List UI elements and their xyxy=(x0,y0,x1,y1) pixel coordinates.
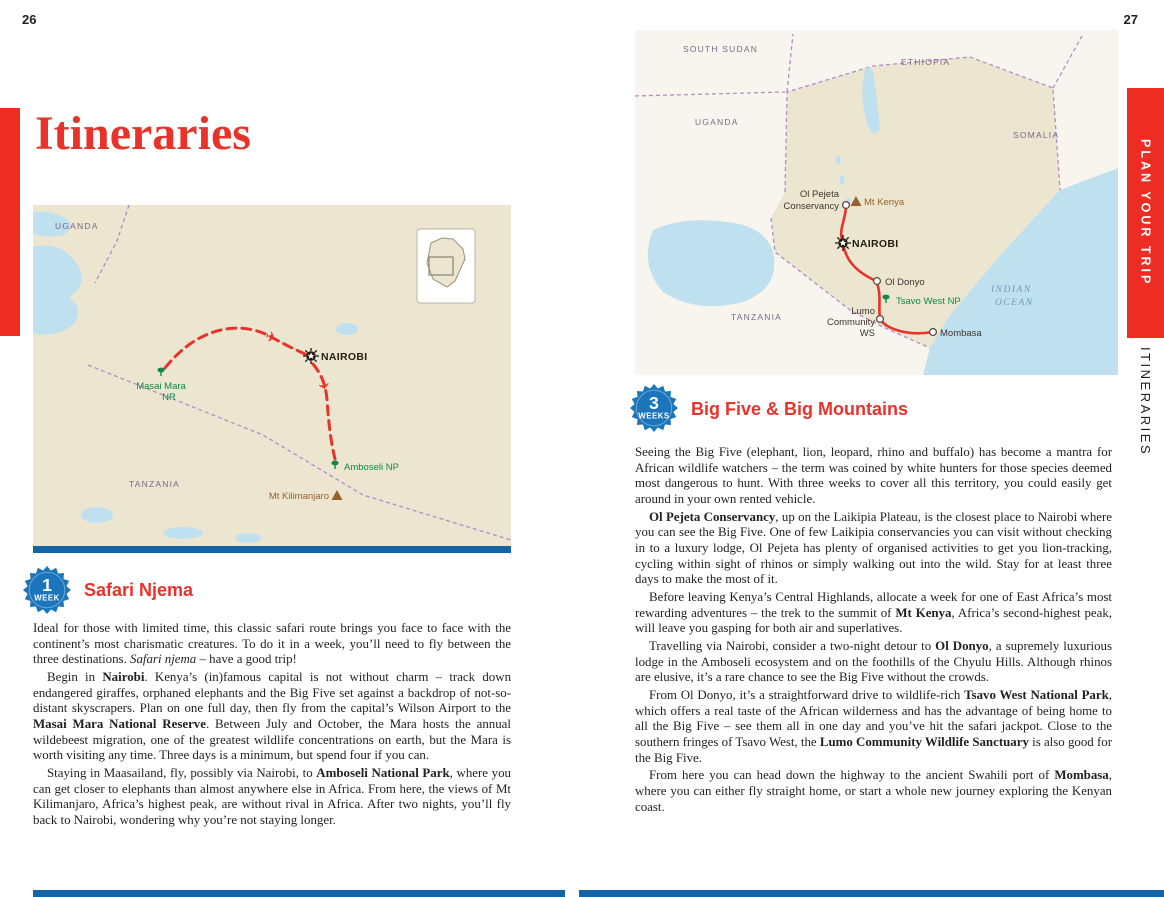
map-label-tanzania: TANZANIA xyxy=(129,479,181,489)
map-divider-bar xyxy=(33,546,511,553)
body-column-right xyxy=(635,445,1112,817)
map-label-nairobi: NAIROBI xyxy=(321,351,368,363)
map-label-mt-kenya: Mt Kenya xyxy=(864,197,905,208)
small-lake xyxy=(336,323,358,335)
rift-lake xyxy=(840,175,845,185)
map-label-somalia: SOMALIA xyxy=(1013,130,1060,140)
paragraph: Ideal for those with limited time, this classic safari route brings you face to face with the continent’s most charismatic creatures. To do it in a week, you’ll need to fly between the three destinations. Safari njema – have a good trip! xyxy=(33,621,511,667)
badge-value: 1 xyxy=(42,575,52,596)
safari-njema-map xyxy=(33,205,511,546)
body-column-left xyxy=(33,621,511,831)
nairobi-capital-icon xyxy=(303,348,319,364)
map-label-mombasa: Mombasa xyxy=(940,328,982,339)
paragraph: Before leaving Kenya’s Central Highlands, allocate a week for one of East Africa’s most rewarding adventures – the trek to the summit of Mt Kenya, Africa’s second-highest peak, will leave you gasping for both air and superlatives. xyxy=(635,590,1112,636)
nairobi-capital-icon xyxy=(835,235,851,251)
inset-locator-map xyxy=(417,229,475,303)
map-label-ol-donyo: Ol Donyo xyxy=(885,277,925,288)
one-week-badge xyxy=(23,566,71,614)
lumo-marker xyxy=(877,316,884,323)
side-tab-chapter-label: ITINERARIES xyxy=(1138,347,1153,457)
map-label-uganda: UGANDA xyxy=(695,117,739,127)
map-label-uganda: UGANDA xyxy=(55,221,99,231)
paragraph: Staying in Maasailand, fly, possibly via Nairobi, to Amboseli National Park, where you can get closer to elephants than almost anywhere else in Africa. From here, the views of Mt Kilimanjaro, Africa’s highest peak, are without rival in Africa. After two nights, you’ll fly back to Nairobi, wondering why you’re not staying longer. xyxy=(33,766,511,828)
map-label-amboseli: Amboseli NP xyxy=(344,462,399,473)
side-tab-section-label: PLAN YOUR TRIP xyxy=(1138,139,1153,287)
small-lake xyxy=(235,533,261,543)
badge-unit: WEEKS xyxy=(638,411,670,421)
ol-donyo-marker xyxy=(874,278,881,285)
badge-value: 3 xyxy=(649,393,659,414)
small-lake xyxy=(163,527,203,539)
ol-pejeta-marker xyxy=(843,202,850,209)
page-title: Itineraries xyxy=(35,107,251,160)
paragraph: Travelling via Nairobi, consider a two-night detour to Ol Donyo, a supremely luxurious lodge in the Amboseli ecosystem and on the foothills of the Chyulu Hills. Although rhinos are elusive, it’s a rare chance to see the Big Five without the crowds. xyxy=(635,639,1112,685)
map-label-ethiopia: ETHIOPIA xyxy=(901,57,951,67)
map-label-nairobi: NAIROBI xyxy=(852,238,899,250)
map-label-tsavo-west: Tsavo West NP xyxy=(896,296,961,307)
map-label-masai-mara-nr: NR xyxy=(162,392,176,403)
plane-icon: ✈ xyxy=(313,378,333,394)
map-label-masai-mara: Masai Mara xyxy=(136,381,186,392)
map-label-kilimanjaro: Mt Kilimanjaro xyxy=(268,491,329,502)
map-label-lumo-3: WS xyxy=(859,328,875,339)
section-heading-big-five: Big Five & Big Mountains xyxy=(691,399,909,419)
paragraph: From here you can head down the highway to the ancient Swahili port of Mombasa, where you can either fly straight home, or start a whole new journey exploring the Kenyan coast. xyxy=(635,768,1112,814)
badge-unit: WEEK xyxy=(34,593,60,603)
lake-victoria xyxy=(648,220,775,306)
map-label-ol-pejeta: Ol Pejeta xyxy=(799,189,839,200)
page-number-left: 26 xyxy=(22,12,37,27)
bottom-bar-left xyxy=(33,890,565,897)
small-lake xyxy=(81,507,113,523)
map-label-tanzania: TANZANIA xyxy=(731,312,783,322)
map-label-indian: INDIAN xyxy=(991,285,1032,295)
side-tab xyxy=(1127,88,1164,517)
side-tab-plan-your-trip xyxy=(1127,88,1164,338)
rift-lake xyxy=(836,156,841,164)
plane-icon: ✈ xyxy=(262,328,280,348)
map-label-lumo-2: Community xyxy=(826,317,875,328)
paragraph: Begin in Nairobi. Kenya’s (in)famous capital is not without charm – track down endangered giraffes, orphaned elephants and the Big Five set against a backdrop of not-so-distant skyscrapers. Plan on one full day, then fly from the capital’s Wilson Airport to the Masai Mara National Reserve. Between July and October, the Mara hosts the annual wildebeest migration, one of the greatest wildlife concentrations on earth, but the Mara is worth visiting any time. Three days is a minimum, but spend four if you can. xyxy=(33,670,512,763)
page-number-right: 27 xyxy=(1123,12,1138,27)
paragraph: Ol Pejeta Conservancy, up on the Laikipia Plateau, is the closest place to Nairobi where you can see the Big Five. One of few Laikipia conservancies you can visit without checking in to a luxury lodge, Ol Pejeta has plenty of organised activities to get you lion-tracking, cycling within sight of rhinos or simply walking out into the wild. Stay for at least three days to make the most of it. xyxy=(635,509,1113,587)
map-label-lumo: Lumo xyxy=(851,306,875,317)
paragraph: Seeing the Big Five (elephant, lion, leopard, rhino and buffalo) has become a mantra for African wildlife watchers – the term was coined by white hunters for those species deemed most dangerous to hunt. With three weeks to cover all this territory, you could easily get around in your own rented vehicle. xyxy=(635,445,1112,507)
chapter-tab-left xyxy=(0,108,20,336)
map-label-south-sudan: SOUTH SUDAN xyxy=(683,44,759,54)
map-label-ol-pejeta-2: Conservancy xyxy=(783,201,839,212)
three-weeks-badge xyxy=(630,384,678,432)
side-tab-itineraries xyxy=(1127,338,1164,517)
paragraph: From Ol Donyo, it’s a straightforward drive to wildlife-rich Tsavo West National Park, which offers a real taste of the African wilderness and has the advantage of being home to all the Big Five – see them all in one day and you’ve hit the safari jackpot. Close to the southern fringes of Tsavo West, the Lumo Community Wildlife Sanctuary is also good for the Big Five. xyxy=(635,688,1113,765)
map-label-ocean: OCEAN xyxy=(995,298,1034,308)
mombasa-marker xyxy=(930,329,937,336)
section-heading-safari-njema: Safari Njema xyxy=(84,580,194,600)
big-five-map xyxy=(635,30,1118,375)
bottom-bar-right xyxy=(579,890,1164,897)
